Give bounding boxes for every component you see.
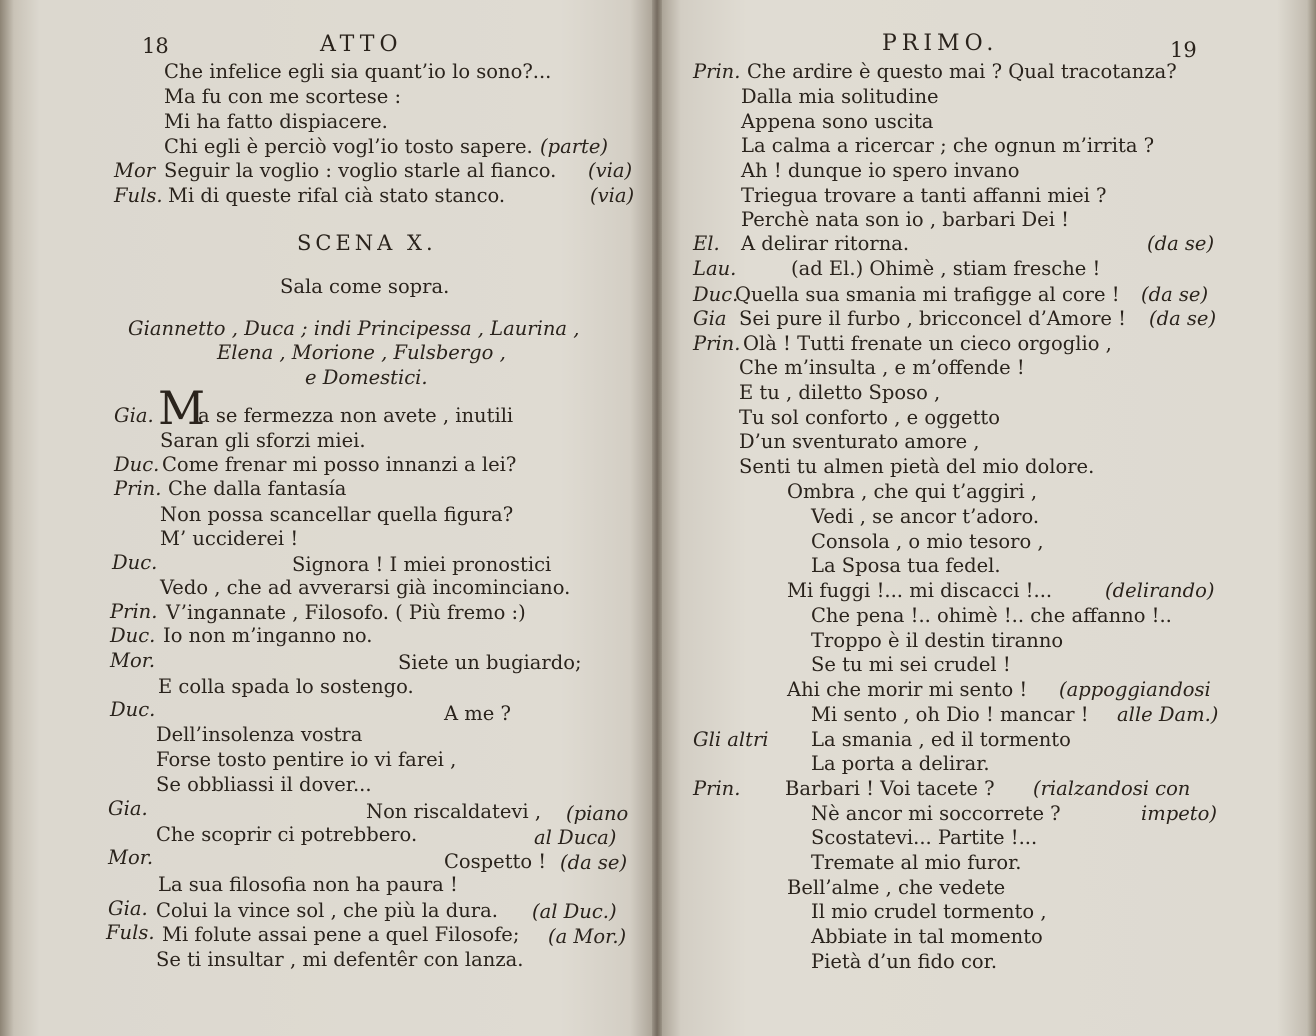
speaker-label: Gli altri: [693, 728, 769, 751]
stage-direction: (a Mor.): [548, 925, 627, 948]
stage-direction: (rialzandosi con: [1033, 777, 1191, 800]
verse-line: Io non m’inganno no.: [163, 624, 373, 647]
page-number: 18: [142, 34, 169, 58]
stage-direction: (via): [588, 159, 633, 182]
verse-line: Signora ! I miei pronostici: [292, 553, 552, 576]
verse-line: Tu sol conforto , e oggetto: [739, 406, 1001, 429]
stage-direction: al Duca): [534, 826, 617, 849]
verse-line: Quella sua smania mi trafigge al core !: [735, 283, 1120, 306]
verse-line: M’ ucciderei !: [160, 527, 299, 550]
verse-line: Bell’alme , che vedete: [787, 876, 1006, 899]
verse-line: V’ingannate , Filosofo. ( Più fremo :): [166, 601, 526, 624]
speaker-label: Duc.: [693, 283, 739, 306]
verse-line: Nè ancor mi soccorrete ?: [811, 802, 1061, 825]
drop-cap: M: [158, 381, 206, 435]
speaker-label: Duc.: [110, 698, 156, 721]
verse-line: La calma a ricercar ; che ognun m’irrita ?: [741, 134, 1155, 157]
verse-line: Cospetto !: [444, 850, 547, 873]
verse-line: Non riscaldatevi ,: [366, 800, 542, 823]
speaker-label: Prin.: [110, 600, 158, 623]
character-list-line: Elena , Morione , Fulsbergo ,: [217, 341, 506, 364]
right-page: [657, 0, 1316, 1036]
verse-line: Mi di queste rifal cià stato stanco.: [168, 184, 506, 207]
verse-line: Se ti insultar , mi defentêr con lanza.: [156, 948, 524, 971]
verse-line: D’un sventurato amore ,: [739, 430, 980, 453]
verse-line: La porta a delirar.: [811, 752, 990, 775]
verse-line: Ahi che morir mi sento !: [787, 678, 1028, 701]
speaker-label: Lau.: [693, 257, 737, 280]
speaker-label: Gia.: [108, 897, 148, 920]
speaker-label: Gia: [693, 307, 727, 330]
verse-line: La sua filosofia non ha paura !: [158, 873, 458, 896]
verse-line: Ombra , che qui t’aggiri ,: [787, 480, 1038, 503]
verse-line: La Sposa tua fedel.: [811, 554, 1001, 577]
stage-direction: (delirando): [1105, 579, 1215, 602]
verse-line: Troppo è il destin tiranno: [811, 629, 1064, 652]
speaker-label: Mor.: [110, 649, 156, 672]
verse-line: Mi ha fatto dispiacere.: [164, 110, 388, 133]
stage-direction: (appoggiandosi: [1059, 678, 1211, 701]
character-list-line: Giannetto , Duca ; indi Principessa , Laurina ,: [128, 317, 580, 340]
stage-direction: (da se): [1147, 232, 1215, 255]
verse-line: Senti tu almen pietà del mio dolore.: [739, 455, 1095, 478]
speaker-label: Gia.: [114, 404, 154, 427]
verse-line: Triegua trovare a tanti affanni miei ?: [741, 184, 1107, 207]
stage-direction: (al Duc.): [532, 900, 617, 923]
verse-line: Che scoprir ci potrebbero.: [156, 823, 418, 846]
verse-line: Se obbliassi il dover...: [156, 773, 372, 796]
left-page: [0, 0, 657, 1036]
verse-line: E colla spada lo sostengo.: [158, 675, 414, 698]
verse-line: Se tu mi sei crudel !: [811, 653, 1011, 676]
verse-line: Che pena !.. ohimè !.. che affanno !..: [811, 604, 1172, 627]
verse-line: (ad El.) Ohimè , stiam fresche !: [791, 257, 1101, 280]
verse-line: Barbari ! Voi tacete ?: [785, 777, 995, 800]
verse-line: Seguir la voglio : voglio starle al fianco.: [164, 159, 557, 182]
speaker-label: Duc.: [114, 453, 160, 476]
speaker-label: Mor.: [108, 846, 154, 869]
running-head: ATTO: [320, 32, 403, 57]
verse-line: Ma fu con me scortese :: [164, 85, 402, 108]
speaker-label: Duc.: [110, 624, 156, 647]
verse-line: Appena sono uscita: [741, 110, 934, 133]
speaker-label: Prin.: [693, 777, 741, 800]
stage-direction: (parte): [540, 135, 609, 158]
verse-line: Colui la vince sol , che più la dura.: [156, 899, 498, 922]
verse-line: Consola , o mio tesoro ,: [811, 530, 1044, 553]
verse-line: Olà ! Tutti frenate un cieco orgoglio ,: [743, 332, 1112, 355]
speaker-label: Fuls.: [106, 921, 155, 944]
verse-line: Saran gli sforzi miei.: [160, 429, 366, 452]
speaker-label: Duc.: [112, 551, 158, 574]
character-list-line: e Domestici.: [305, 366, 428, 389]
verse-line: La smania , ed il tormento: [811, 728, 1071, 751]
verse-line: Ah ! dunque io spero invano: [741, 159, 1020, 182]
verse-line: Scostatevi... Partite !...: [811, 826, 1038, 849]
verse-line: Chi egli è perciò vogl’io tosto sapere.: [164, 135, 533, 158]
speaker-label: Mor: [114, 159, 156, 182]
stage-direction: (da se): [1149, 307, 1217, 330]
verse-line: Mi sento , oh Dio ! mancar !: [811, 703, 1089, 726]
verse-line: A me ?: [444, 702, 511, 725]
verse-line: E tu , diletto Sposo ,: [739, 381, 941, 404]
verse-line: Sei pure il furbo , bricconcel d’Amore !: [739, 307, 1126, 330]
verse-line: Come frenar mi posso innanzi a lei?: [162, 453, 517, 476]
stage-direction: alle Dam.): [1117, 703, 1219, 726]
verse-line: Vedi , se ancor t’adoro.: [811, 505, 1040, 528]
verse-line: Dalla mia solitudine: [741, 85, 939, 108]
verse-line: Che infelice egli sia quant’io lo sono?...: [164, 60, 552, 83]
speaker-label: Gia.: [108, 797, 148, 820]
verse-line: Vedo , che ad avverarsi già incominciano.: [160, 576, 571, 599]
page-number: 19: [1170, 38, 1197, 62]
verse-line: Mi folute assai pene a quel Filosofe;: [162, 923, 520, 946]
stage-direction: (piano: [566, 802, 629, 825]
speaker-label: Prin.: [114, 477, 162, 500]
verse-line: Il mio crudel tormento ,: [811, 900, 1047, 923]
scene-setting: Sala come sopra.: [280, 275, 450, 298]
verse-line: Mi fuggi !... mi discacci !...: [787, 579, 1053, 602]
verse-line: Pietà d’un fido cor.: [811, 950, 998, 973]
speaker-label: Prin.: [693, 60, 741, 83]
stage-direction: (da se): [1141, 283, 1209, 306]
verse-line: Siete un bugiardo;: [398, 651, 582, 674]
stage-direction: (via): [590, 184, 635, 207]
verse-line: Che m’insulta , e m’offende !: [739, 356, 1025, 379]
speaker-label: Fuls.: [114, 184, 163, 207]
verse-line: Che dalla fantasía: [168, 477, 347, 500]
running-head: PRIMO.: [882, 31, 999, 56]
stage-direction: impeto): [1141, 802, 1217, 825]
verse-line: Dell’insolenza vostra: [156, 723, 363, 746]
verse-line: Forse tosto pentire io vi farei ,: [156, 748, 457, 771]
verse-line: Che ardire è questo mai ? Qual tracotanza?: [747, 60, 1177, 83]
verse-line: a se fermezza non avete , inutili: [198, 404, 514, 427]
scene-title: SCENA X.: [297, 231, 437, 255]
verse-line: Non possa scancellar quella figura?: [160, 503, 514, 526]
verse-line: Tremate al mio furor.: [811, 851, 1022, 874]
speaker-label: El.: [693, 232, 720, 255]
verse-line: Perchè nata son io , barbari Dei !: [741, 208, 1069, 231]
stage-direction: (da se): [560, 851, 628, 874]
speaker-label: Prin.: [693, 332, 741, 355]
verse-line: A delirar ritorna.: [741, 232, 910, 255]
verse-line: Abbiate in tal momento: [811, 925, 1043, 948]
book-gutter: [652, 0, 662, 1036]
